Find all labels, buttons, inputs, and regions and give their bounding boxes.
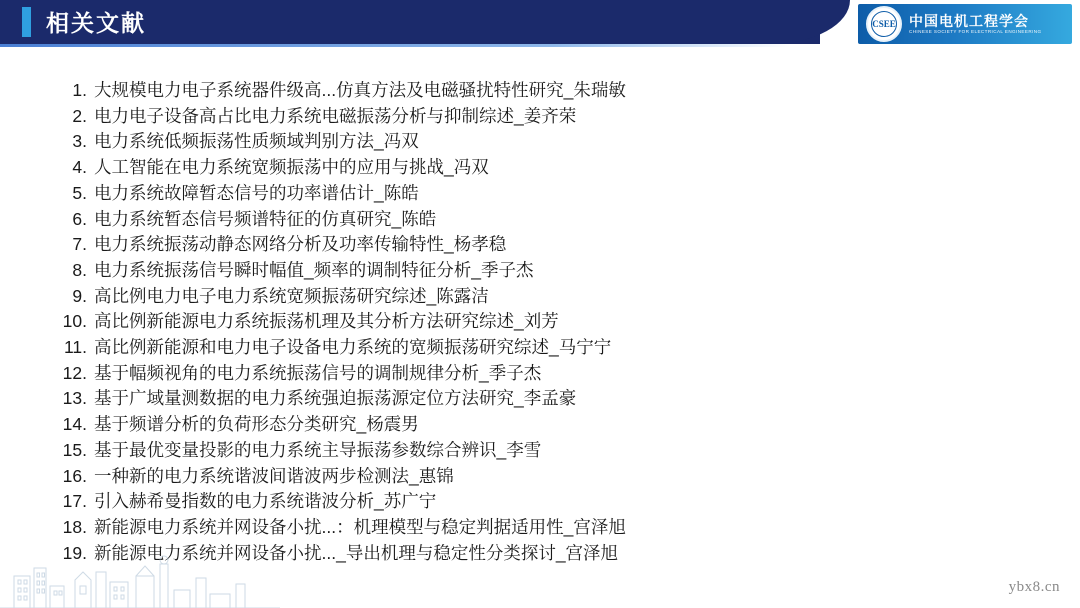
- reference-number: 12.: [62, 362, 87, 383]
- reference-item: [60, 412, 1020, 436]
- reference-number: 7.: [72, 234, 87, 255]
- logo-seal-icon: [866, 6, 902, 42]
- reference-item: [60, 78, 1020, 102]
- reference-item: [60, 155, 1020, 179]
- header-underline: [0, 44, 790, 47]
- reference-number: 8.: [72, 259, 87, 280]
- slide-header: [0, 0, 1080, 56]
- reference-number: 15.: [62, 439, 87, 460]
- reference-title: 一种新的电力系统谐波间谐波两步检测法_惠锦: [94, 465, 454, 486]
- reference-number: 5.: [72, 182, 87, 203]
- reference-item: [60, 181, 1020, 205]
- reference-number: 10.: [62, 311, 87, 332]
- reference-title: 基于幅频视角的电力系统振荡信号的调制规律分析_季子杰: [94, 362, 542, 383]
- reference-number: 11.: [63, 337, 87, 358]
- reference-title: 新能源电力系统并网设备小扰...：机理模型与稳定判据适用性_宫泽旭: [94, 516, 626, 537]
- reference-item: [60, 258, 1020, 282]
- reference-item: [60, 284, 1020, 308]
- reference-number: 13.: [62, 388, 87, 409]
- reference-title: 基于广域量测数据的电力系统强迫振荡源定位方法研究_李孟豪: [94, 388, 577, 409]
- reference-item: [60, 361, 1020, 385]
- reference-title: 大规模电力电子系统器件级高...仿真方法及电磁骚扰特性研究_朱瑞敏: [94, 80, 626, 100]
- skyline-decoration-icon: [0, 546, 280, 608]
- logo-seal-text: CSEE: [871, 11, 897, 37]
- reference-title: 电力系统振荡信号瞬时幅值_频率的调制特征分析_季子杰: [94, 259, 534, 280]
- reference-item: [60, 232, 1020, 256]
- reference-number: 3.: [72, 131, 87, 152]
- reference-title: 引入赫希曼指数的电力系统谐波分析_苏广宁: [94, 491, 437, 512]
- reference-item: [60, 386, 1020, 410]
- reference-item: [60, 309, 1020, 333]
- header-band-curve: [760, 0, 850, 44]
- reference-item: [60, 515, 1020, 539]
- reference-number: 16.: [62, 465, 87, 486]
- reference-title: 电力系统暂态信号频谱特征的仿真研究_陈皓: [94, 208, 437, 229]
- reference-number: 2.: [72, 105, 87, 126]
- reference-item: [60, 464, 1020, 488]
- reference-title: 基于最优变量投影的电力系统主导振荡参数综合辨识_李雪: [94, 439, 542, 460]
- reference-number: 19.: [62, 542, 87, 563]
- reference-number: 14.: [62, 414, 87, 435]
- logo-name-en: CHINESE SOCIETY FOR ELECTRICAL ENGINEERING: [909, 29, 1042, 35]
- header-accent-bar: [22, 7, 31, 37]
- reference-number: 18.: [62, 516, 87, 537]
- reference-item: [60, 207, 1020, 231]
- reference-item: [60, 129, 1020, 153]
- reference-title: 电力电子设备高占比电力系统电磁振荡分析与抑制综述_姜齐荣: [94, 105, 577, 126]
- reference-title: 新能源电力系统并网设备小扰..._导出机理与稳定性分类探讨_宫泽旭: [94, 542, 619, 563]
- reference-title: 人工智能在电力系统宽频振荡中的应用与挑战_冯双: [94, 157, 489, 178]
- reference-number: 6.: [72, 208, 87, 229]
- reference-number: 17.: [62, 491, 87, 512]
- reference-title: 高比例电力电子电力系统宽频振荡研究综述_陈露洁: [94, 285, 489, 306]
- reference-title: 电力系统故障暂态信号的功率谱估计_陈皓: [94, 182, 419, 203]
- reference-title: 电力系统振荡动静态网络分析及功率传输特性_杨孝稳: [94, 234, 507, 255]
- reference-title: 高比例新能源和电力电子设备电力系统的宽频振荡研究综述_马宁宁: [94, 337, 612, 358]
- page-title: 相关文献: [46, 10, 146, 36]
- reference-list: [60, 78, 1020, 565]
- reference-item: [60, 438, 1020, 462]
- watermark: ybx8.cn: [1008, 579, 1060, 595]
- reference-title: 电力系统低频振荡性质频域判别方法_冯双: [94, 131, 419, 152]
- reference-number: 1.: [72, 80, 87, 100]
- logo-name-cn: 中国电机工程学会: [909, 13, 1029, 30]
- reference-item: [60, 489, 1020, 513]
- organization-logo: [858, 4, 1072, 44]
- reference-item: [60, 104, 1020, 128]
- reference-item: [60, 335, 1020, 359]
- reference-title: 基于频谱分析的负荷形态分类研究_杨震男: [94, 414, 419, 435]
- reference-number: 9.: [72, 285, 87, 306]
- reference-title: 高比例新能源电力系统振荡机理及其分析方法研究综述_刘芳: [94, 311, 559, 332]
- reference-number: 4.: [72, 157, 87, 178]
- reference-list-container: [60, 78, 1020, 566]
- logo-text-block: [909, 13, 1041, 34]
